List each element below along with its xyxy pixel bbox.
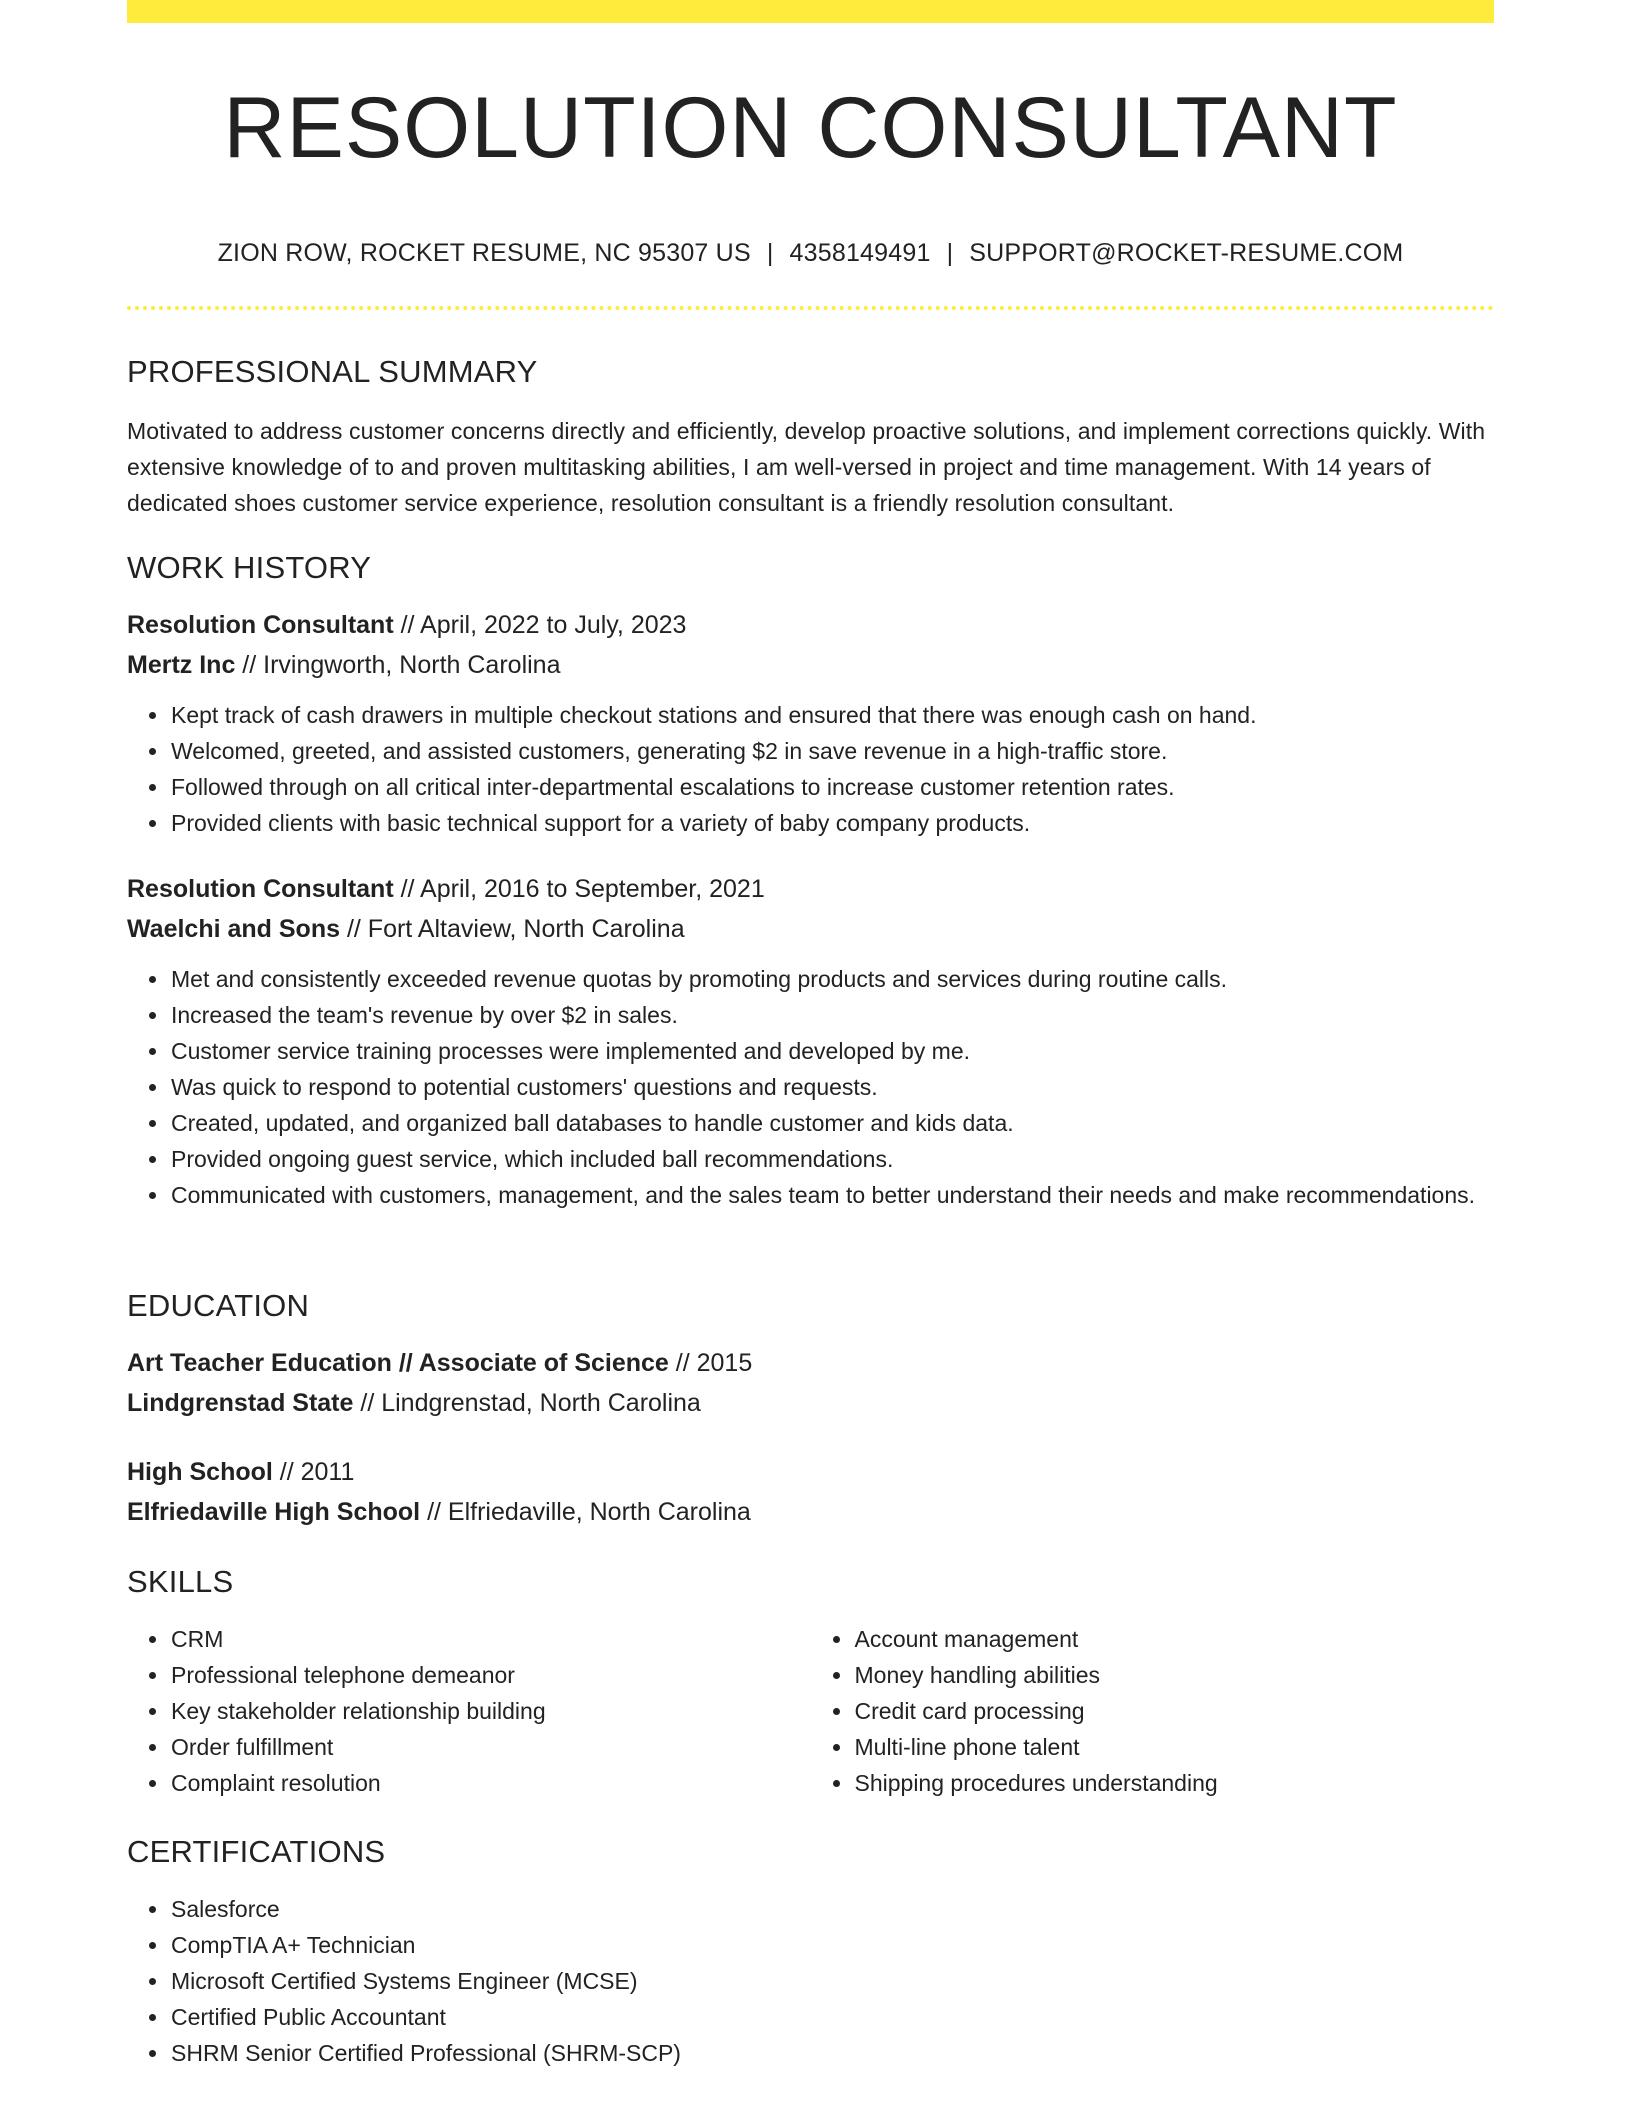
contact-separator: | xyxy=(946,239,954,267)
job-bullets xyxy=(127,697,1494,841)
job-title-line xyxy=(127,869,1494,909)
education-entry xyxy=(127,1343,1494,1423)
education-school: Elfriedaville High School xyxy=(127,1498,421,1526)
education-degree: High School xyxy=(127,1458,273,1486)
list-item: • Communicated with customers, management, and the sales team to better understand their needs and make recommendations. xyxy=(170,1177,1494,1213)
skill-item: • Account management xyxy=(854,1621,1495,1657)
job-title-line xyxy=(127,605,1494,645)
contact-phone: 4358149491 xyxy=(789,239,931,267)
resume-name: RESOLUTION CONSULTANT xyxy=(223,80,1398,176)
certification-item: • CompTIA A+ Technician xyxy=(170,1927,1494,1963)
contact-line xyxy=(127,239,1494,268)
list-item: • Increased the team's revenue by over $2 in sales. xyxy=(170,997,1494,1033)
accent-top-bar xyxy=(127,0,1494,23)
skill-item: • Multi-line phone talent xyxy=(854,1729,1495,1765)
certification-item: • Microsoft Certified Systems Engineer (MCSE) xyxy=(170,1963,1494,1999)
job-entry xyxy=(127,605,1494,841)
education-year: // 2015 xyxy=(668,1349,753,1377)
skill-item: • Shipping procedures understanding xyxy=(854,1765,1495,1801)
skill-item: • Key stakeholder relationship building xyxy=(170,1693,811,1729)
certifications-section xyxy=(127,1836,1494,2071)
job-location: // Irvingworth, North Carolina xyxy=(235,651,561,679)
section-title-work-history: WORK HISTORY xyxy=(127,550,372,585)
certification-item: • SHRM Senior Certified Professional (SHRM-SCP) xyxy=(170,2035,1494,2071)
skill-item: • Credit card processing xyxy=(854,1693,1495,1729)
education-entry xyxy=(127,1452,1494,1532)
skills-list-right xyxy=(811,1621,1495,1801)
job-entry xyxy=(127,869,1494,1213)
education-year: // 2011 xyxy=(272,1458,355,1486)
skills-list-left xyxy=(127,1621,811,1801)
contact-separator: | xyxy=(766,239,774,267)
dotted-divider xyxy=(127,306,1494,310)
certification-item: • Salesforce xyxy=(170,1891,1494,1927)
job-company-line xyxy=(127,645,1494,685)
list-item: • Customer service training processes were implemented and developed by me. xyxy=(170,1033,1494,1069)
job-company: Mertz Inc xyxy=(127,651,236,679)
list-item: • Provided ongoing guest service, which included ball recommendations. xyxy=(170,1141,1494,1177)
summary-section xyxy=(127,356,1494,521)
section-title-education: EDUCATION xyxy=(127,1288,310,1323)
skill-item: • Professional telephone demeanor xyxy=(170,1657,811,1693)
resume-page xyxy=(127,0,1494,2066)
education-degree-line xyxy=(127,1343,1494,1383)
job-location: // Fort Altaview, North Carolina xyxy=(340,915,685,943)
education-degree: Art Teacher Education // Associate of Science xyxy=(127,1349,669,1377)
skills-columns xyxy=(127,1621,1494,1801)
list-item: • Met and consistently exceeded revenue quotas by promoting products and services during routine calls. xyxy=(170,961,1494,997)
summary-text: Motivated to address customer concerns directly and efficiently, develop proactive solutions, and implement corrections quickly. With extensive knowledge of to and proven multitasking abilities, I am well-versed in project and time management. With 14 years of dedicated shoes customer service experience, resolution consultant is a friendly resolution consultant. xyxy=(127,418,1486,516)
education-school-line xyxy=(127,1383,1494,1423)
list-item: • Followed through on all critical inter-departmental escalations to increase customer retention rates. xyxy=(170,769,1494,805)
section-title-certifications: CERTIFICATIONS xyxy=(127,1834,386,1869)
job-dates: // April, 2016 to September, 2021 xyxy=(393,875,765,903)
skill-item: • Complaint resolution xyxy=(170,1765,811,1801)
list-item: • Welcomed, greeted, and assisted customers, generating $2 in save revenue in a high-traffic store. xyxy=(170,733,1494,769)
contact-address: ZION ROW, ROCKET RESUME, NC 95307 US xyxy=(217,239,751,267)
list-item: • Provided clients with basic technical support for a variety of baby company products. xyxy=(170,805,1494,841)
list-item: • Kept track of cash drawers in multiple checkout stations and ensured that there was enough cash on hand. xyxy=(170,697,1494,733)
education-degree-line xyxy=(127,1452,1494,1492)
education-section xyxy=(127,1290,1494,1532)
list-item: • Was quick to respond to potential customers' questions and requests. xyxy=(170,1069,1494,1105)
skill-item: • Order fulfillment xyxy=(170,1729,811,1765)
education-location: // Lindgrenstad, North Carolina xyxy=(353,1389,701,1417)
job-company: Waelchi and Sons xyxy=(127,915,341,943)
job-role: Resolution Consultant xyxy=(127,611,394,639)
list-item: • Created, updated, and organized ball databases to handle customer and kids data. xyxy=(170,1105,1494,1141)
certification-item: • Certified Public Accountant xyxy=(170,1999,1494,2035)
section-title-summary: PROFESSIONAL SUMMARY xyxy=(127,354,538,389)
contact-email: SUPPORT@ROCKET-RESUME.COM xyxy=(969,239,1404,267)
education-school-line xyxy=(127,1492,1494,1532)
education-school: Lindgrenstad State xyxy=(127,1389,354,1417)
skill-item: • CRM xyxy=(170,1621,811,1657)
work-history-section xyxy=(127,552,1494,1213)
skills-section xyxy=(127,1566,1494,1801)
certifications-list xyxy=(127,1891,1494,2071)
job-role: Resolution Consultant xyxy=(127,875,394,903)
section-title-skills: SKILLS xyxy=(127,1564,234,1599)
job-bullets xyxy=(127,961,1494,1213)
job-dates: // April, 2022 to July, 2023 xyxy=(393,611,687,639)
education-location: // Elfriedaville, North Carolina xyxy=(420,1498,751,1526)
skill-item: • Money handling abilities xyxy=(854,1657,1495,1693)
job-company-line xyxy=(127,909,1494,949)
